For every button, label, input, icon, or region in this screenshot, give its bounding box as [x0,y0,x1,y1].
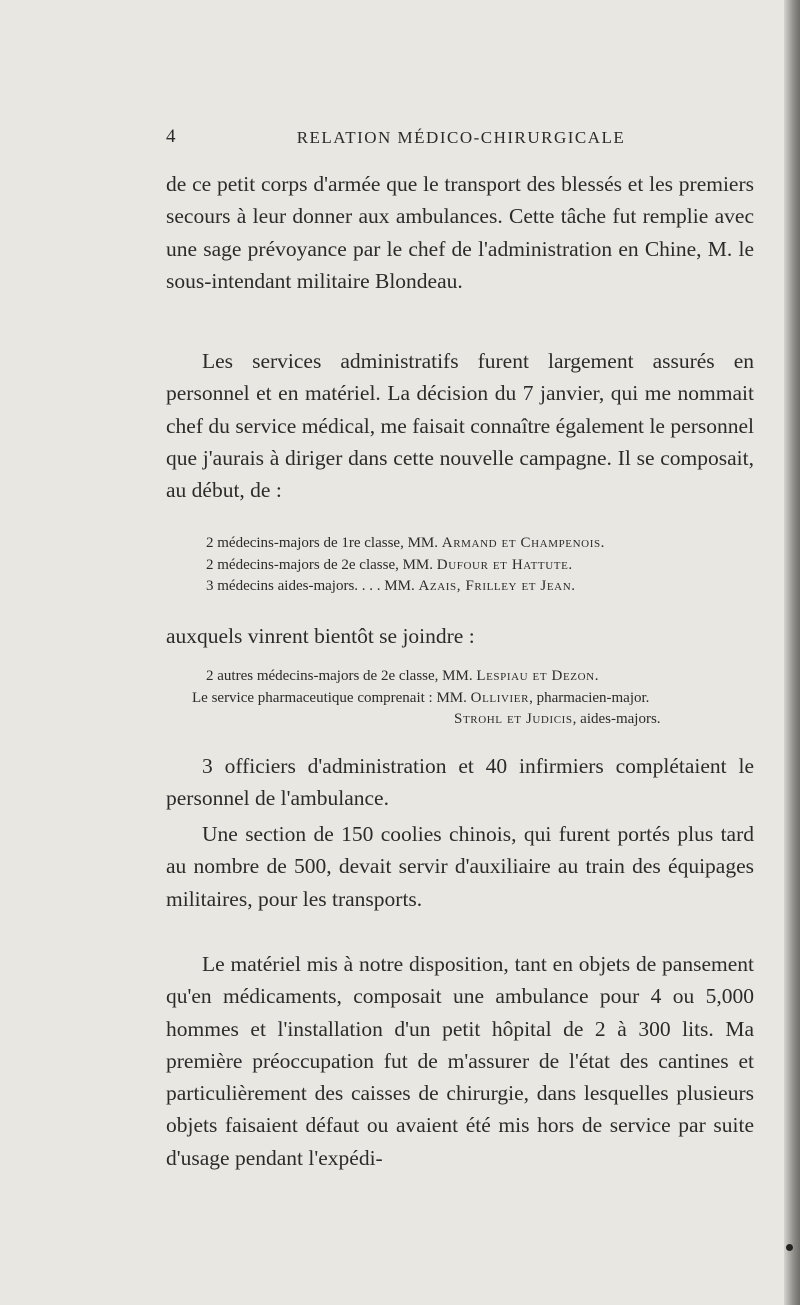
ink-mark [786,1244,793,1251]
paragraph-4: 3 officiers d'administration et 40 infirmiers complétaient le personnel de l'ambulance. [166,754,754,811]
staff-list-1 [206,533,756,598]
page-edge-shadow [784,0,800,1305]
paragraph-1: de ce petit corps d'armée que le transport des blessés et les premiers secours à leur donner aux ambulances. Cette tâche fut remplie avec une sage prévoyance par le chef de l'administration en Chine, M. le sous-intendant militaire Blondeau. [166,172,754,293]
staff-list-2 [192,666,756,731]
page-number: 4 [166,126,176,147]
list-item: Strohl et Judicis, aides-majors. [454,711,661,727]
list-item: 2 médecins-majors de 1re classe, MM. Armand et Champenois. [206,535,606,551]
list-item: 2 autres médecins-majors de 2e classe, MM. Lespiau et Dezon. [206,668,600,684]
running-title: RELATION MÉDICO-CHIRURGICALE [296,128,626,147]
paragraph-6: Le matériel mis à notre disposition, tant en objets de pansement qu'en médicaments, composait une ambulance pour 4 ou 5,000 hommes et l'installation d'un petit hôpital de 2 à 300 lits. Ma première préoccupation fut de m'assurer de l'état des cantines et particulièrement des caisses de chirurgie, dans lesquelles plusieurs objets faisaient défaut ou avaient été mis hors de service par suite d'usage pendant l'expédi- [166,952,754,1170]
paragraph-2: Les services administratifs furent largement assurés en personnel et en matériel. La décision du 7 janvier, qui me nommait chef du service médical, me faisait connaître également le personnel que j'aurais à diriger dans cette nouvelle campagne. Il se composait, au début, de : [166,349,754,503]
list-item: 3 médecins aides-majors. . . . MM. Azais, Frilley et Jean. [206,578,576,594]
paragraph-5: Une section de 150 coolies chinois, qui furent portés plus tard au nombre de 500, devait servir d'auxiliaire au train des équipages militaires, pour les transports. [166,822,754,911]
running-header [166,128,756,148]
list-item: Le service pharmaceutique comprenait : MM. Ollivier, pharmacien-major. [192,689,650,706]
list-item: 2 médecins-majors de 2e classe, MM. Dufour et Hattute. [206,556,573,573]
paragraph-3: auxquels vinrent bientôt se joindre : [166,624,475,648]
